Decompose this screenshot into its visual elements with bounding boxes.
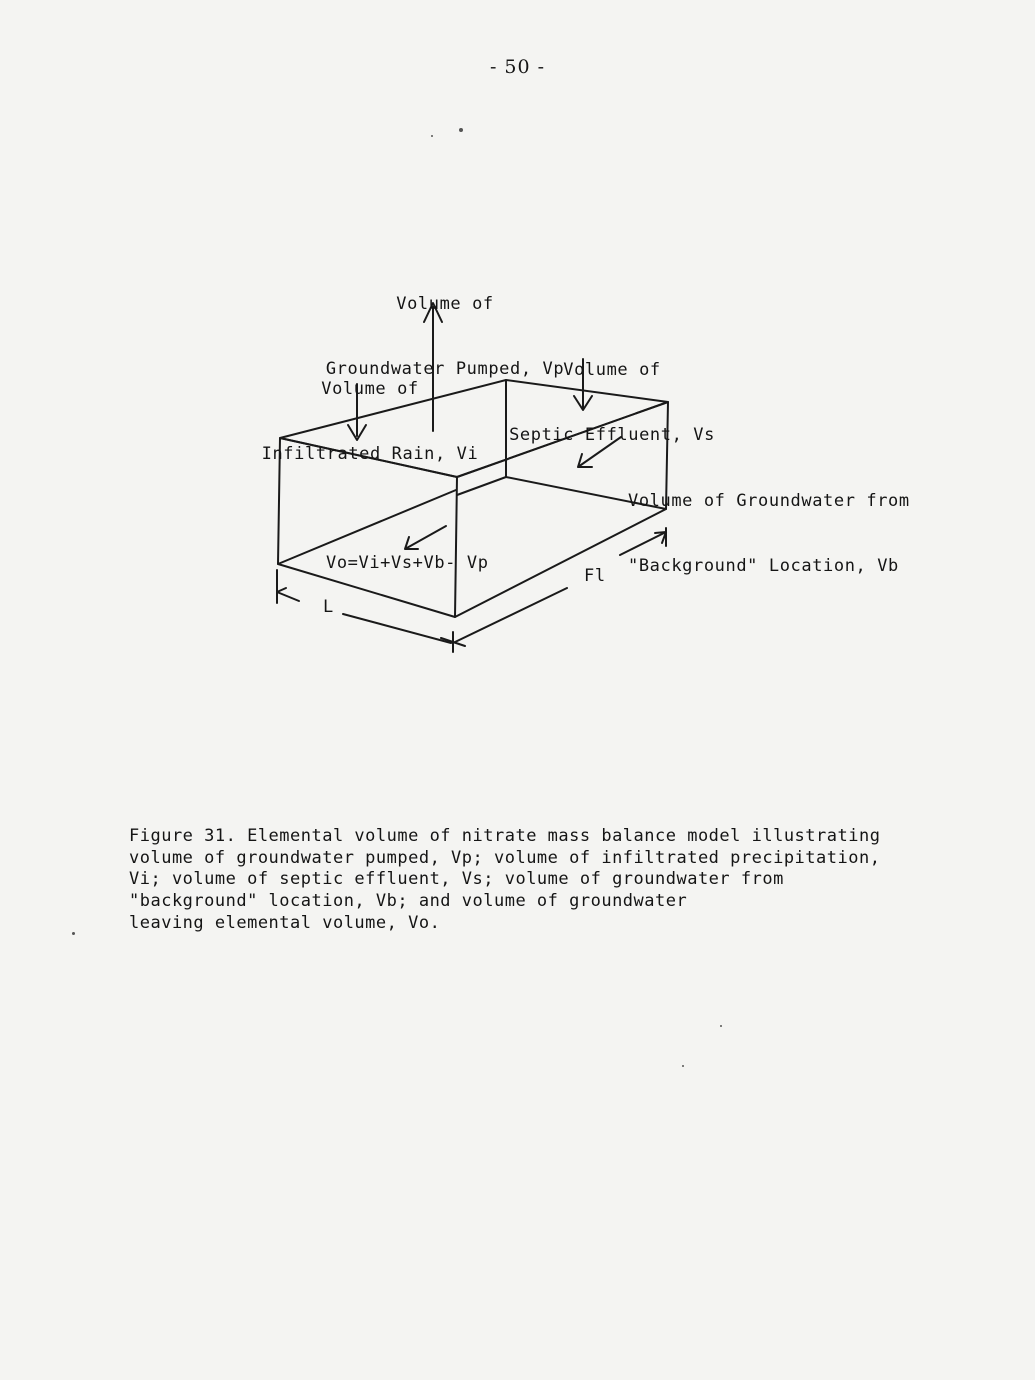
groundwater-pumped-label-line2: Groundwater Pumped, Vp [325, 358, 565, 379]
background-groundwater-label-line2: "Background" Location, Vb [628, 555, 899, 576]
page-number: - 50 - [489, 56, 546, 78]
septic-effluent-label-line2: Septic Effluent, Vs [509, 424, 715, 445]
infiltrated-rain-label-line1: Volume of [321, 379, 419, 399]
septic-effluent-label-line1: Volume of [563, 360, 661, 380]
scan-speck [682, 1065, 684, 1067]
scan-speck [431, 135, 433, 137]
caption-line: Vi; volume of septic effluent, Vs; volume of groundwater from [129, 869, 784, 890]
background-groundwater-label-line1: Volume of Groundwater from [628, 491, 910, 511]
flow-dimension-line-lower [453, 588, 567, 643]
scan-speck [720, 1025, 722, 1027]
length-dimension-label: L [323, 597, 334, 617]
balance-equation: Vo=Vi+Vs+Vb- Vp [326, 553, 489, 573]
infiltrated-rain-label-line2: Infiltrated Rain, Vi [261, 443, 479, 464]
caption-line: "background" location, Vb; and volume of groundwater [129, 891, 688, 912]
infiltrated-rain-label [255, 336, 485, 508]
caption-line: Figure 31. Elemental volume of nitrate mass balance model illustrating [129, 826, 881, 846]
groundwater-pumped-label-line1: Volume of [396, 294, 494, 314]
flow-dimension-label: Fl [584, 566, 606, 586]
length-dimension-line [343, 614, 451, 643]
caption-line: leaving elemental volume, Vo. [129, 912, 441, 933]
figure-caption [129, 826, 929, 935]
scan-speck [72, 932, 75, 935]
length-dimension-left [277, 570, 299, 603]
caption-line: volume of groundwater pumped, Vp; volume of infiltrated precipitation, [129, 847, 881, 868]
background-groundwater-label [628, 448, 910, 620]
outflow-arrow [405, 526, 446, 549]
scan-speck [459, 128, 463, 132]
